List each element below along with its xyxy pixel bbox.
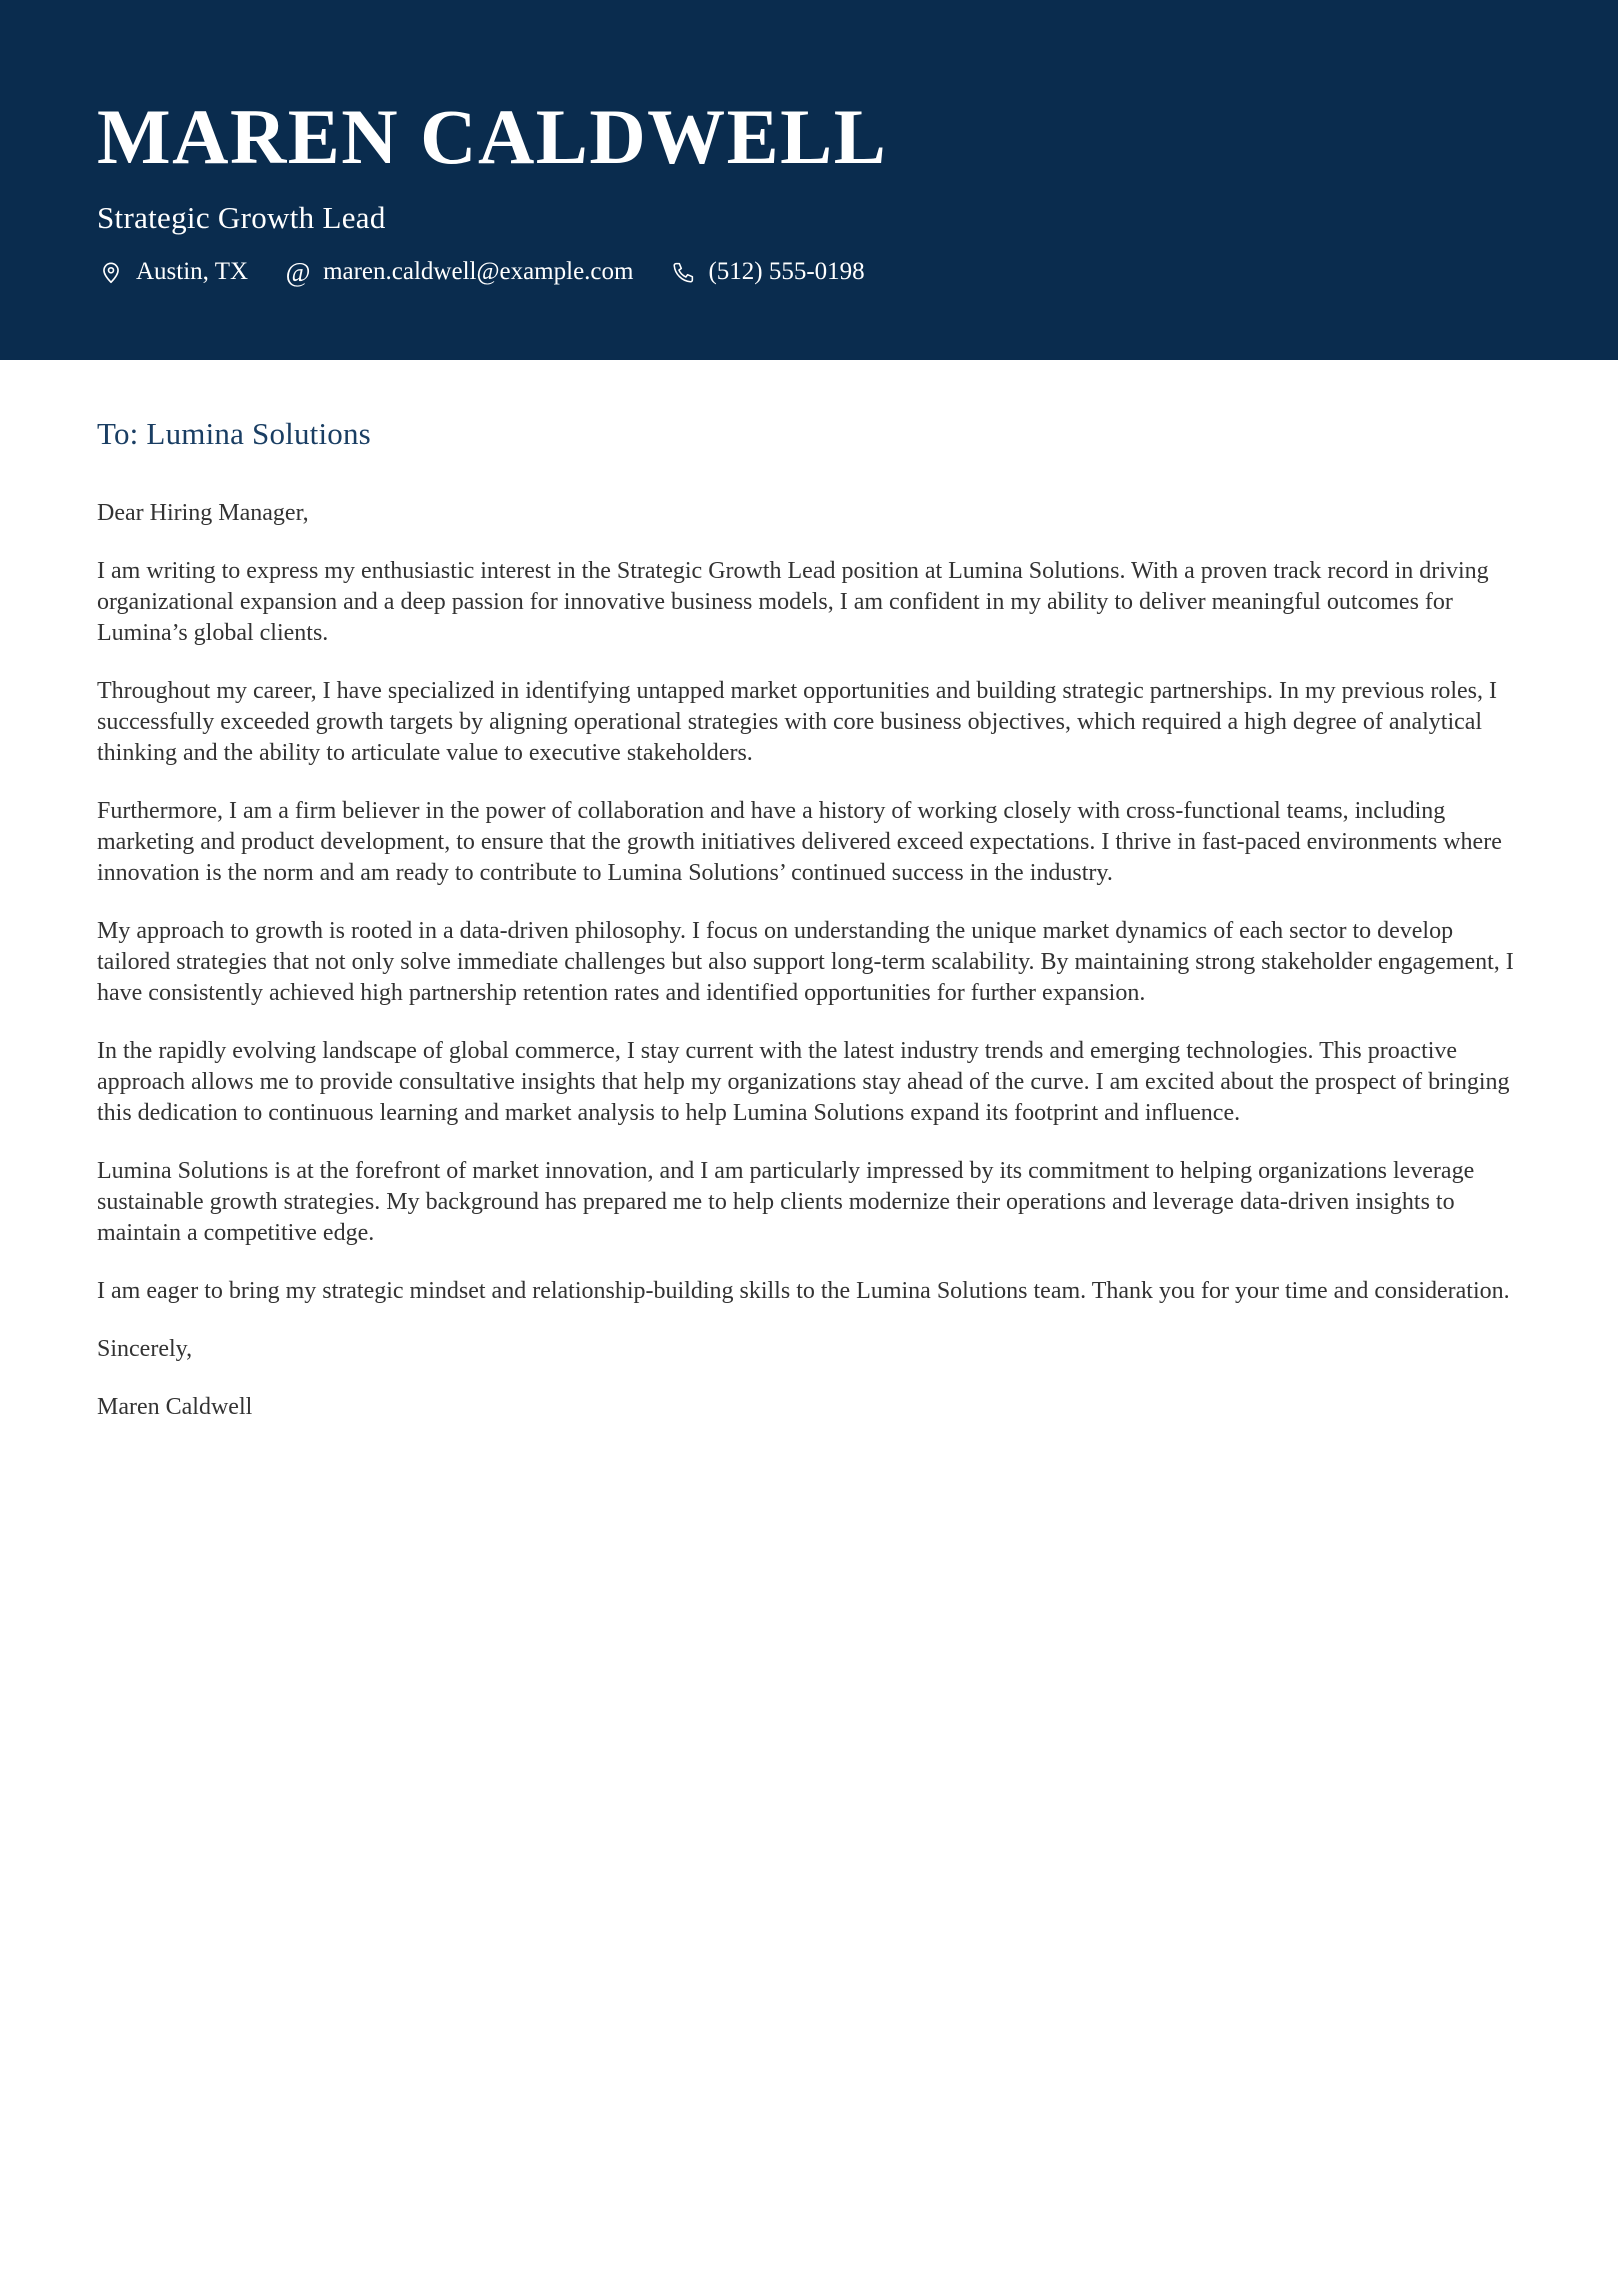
contact-phone-text: (512) 555-0198	[708, 258, 865, 285]
letter-paragraph: I am writing to express my enthusiastic interest in the Strategic Growth Lead position at Lumina Solutions. With a proven track record in driving organizational expansion and a deep passion for innovative business models, I am confident in my ability to deliver meaningful outcomes for Lumina’s global clients.	[97, 558, 1489, 646]
cover-letter-body	[0, 360, 1618, 1423]
letter-paragraph: Lumina Solutions is at the forefront of market innovation, and I am particularly impressed by its commitment to helping organizations leverage sustainable growth strategies. My background has prepared me to help clients modernize their operations and leverage data-driven insights to maintain a competitive edge.	[97, 1158, 1475, 1246]
letter-paragraph: Throughout my career, I have specialized in identifying untapped market opportunities and building strategic partnerships. In my previous roles, I successfully exceeded growth targets by aligning operational strategies with core business objectives, which required a high degree of analytical thinking and the ability to articulate value to executive stakeholders.	[97, 678, 1497, 766]
document-header	[0, 0, 1618, 360]
contact-phone	[669, 258, 864, 286]
letter-paragraph: Furthermore, I am a firm believer in the power of collaboration and have a history of working closely with cross-functional teams, including marketing and product development, to ensure that the growth initiatives delivered exceed expectations. I thrive in fast-paced environments where innovation is the norm and am ready to contribute to Lumina Solutions’ continued success in the industry.	[97, 798, 1502, 886]
candidate-job-title: Strategic Growth Lead	[97, 200, 386, 235]
contact-row	[97, 258, 1528, 286]
letter-paragraph: I am eager to bring my strategic mindset and relationship-building skills to the Lumina Solutions team. Thank you for your time and consideration.	[97, 1278, 1510, 1304]
at-sign-icon: @	[285, 256, 311, 287]
location-pin-icon	[97, 258, 125, 286]
letter-paragraph: My approach to growth is rooted in a data-driven philosophy. I focus on understanding the unique market dynamics of each sector to develop tailored strategies that not only solve immediate challenges but also support long-term scalability. By maintaining strong stakeholder engagement, I have consistently achieved high partnership retention rates and identified opportunities for further expansion.	[97, 918, 1514, 1006]
candidate-name: MAREN CALDWELL	[97, 93, 888, 180]
contact-email	[284, 258, 633, 286]
contact-location-text: Austin, TX	[136, 258, 249, 285]
closing-line: Sincerely,	[97, 1336, 193, 1362]
phone-icon	[669, 258, 697, 286]
letter-paragraph: In the rapidly evolving landscape of global commerce, I stay current with the latest industry trends and emerging technologies. This proactive approach allows me to provide consultative insights that help my organizations stay ahead of the curve. I am excited about the prospect of bringing this dedication to continuous learning and market analysis to help Lumina Solutions expand its footprint and influence.	[97, 1038, 1510, 1126]
contact-email-text: maren.caldwell@example.com	[323, 258, 634, 285]
contact-location	[97, 258, 248, 286]
salutation: Dear Hiring Manager,	[97, 500, 309, 526]
signature-name: Maren Caldwell	[97, 1394, 253, 1420]
recipient-line: To: Lumina Solutions	[97, 416, 371, 451]
